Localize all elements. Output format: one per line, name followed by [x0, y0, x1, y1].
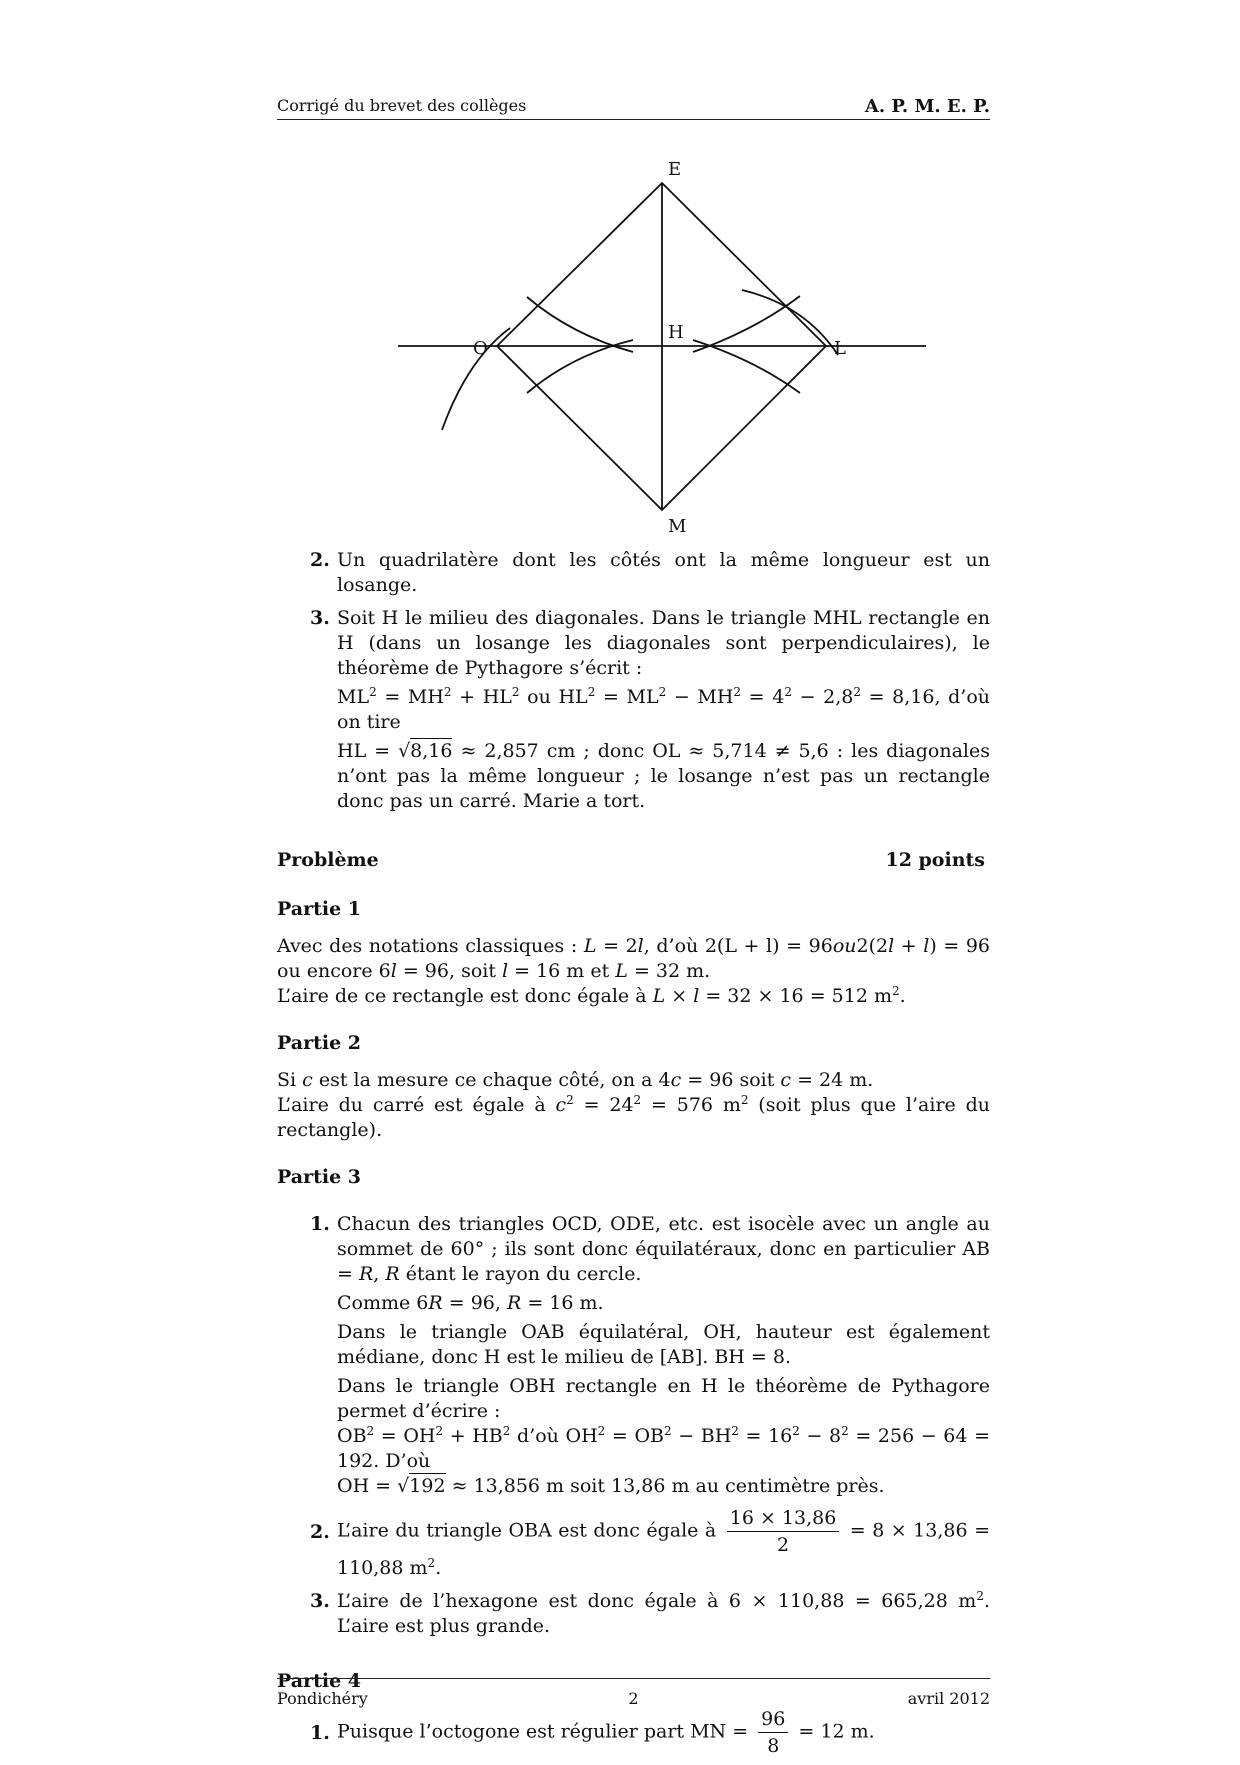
partie4-item-1	[277, 1708, 990, 1757]
fraction: $\frac{96}{8}$	[758, 1708, 788, 1757]
item-text: L’aire de l’hexagone est donc égale à 6 × 110,88 = 665,28 $m^2$. L’aire est plus grande.	[337, 1589, 990, 1637]
partie3-item-3	[277, 1589, 990, 1639]
item-number: 3.	[310, 607, 330, 629]
fraction: $\frac{16 \times 13,86}{2}$	[727, 1507, 840, 1556]
item-text: L’aire du triangle OBA est donc égale à $\frac{16 \times 13,86}{2}$ = 8 × 13,86 = 110,88 $m^2$.	[337, 1507, 990, 1579]
item-text: Chacun des triangles OCD, ODE, etc. est isocèle avec un angle au sommet de 60° ; ils sont donc équilatéraux, donc en particulier AB = R, R étant le rayon du cercle.	[337, 1213, 990, 1285]
label-o: O	[473, 338, 488, 359]
main-content	[277, 548, 990, 1765]
item-text: Dans le triangle OBH rectangle en H le théorème de Pythagore permet d’écrire : $OB^2 = OH^2 + HB^2$ d’où $OH^2 = OB^2 - BH^2 = 16^2 - 8^2 = 256 - 64 = 192$. D’où OH = √192 ≈ 13,856 m soit 13,86 m au centimètre près.	[337, 1375, 990, 1497]
page-number: 2	[628, 1689, 639, 1708]
header-left: Corrigé du brevet des collèges	[277, 96, 527, 115]
label-l: L	[834, 338, 846, 359]
item-number: 2.	[310, 549, 330, 571]
item-number: 1.	[310, 1213, 330, 1235]
answer-item-3	[277, 606, 990, 814]
item-text: Comme 6R = 96, R = 16 m.	[337, 1292, 604, 1314]
arc-lower-right	[693, 340, 800, 393]
partie2-text: Si c est la mesure ce chaque côté, on a 4c = 96 soit c = 24 m. L’aire du carré est égale à $c^2 = 24^2 = 576$ $m^2$ (soit plus que l’aire du rectangle).	[277, 1069, 990, 1141]
item-number: 1.	[310, 1722, 330, 1744]
partie1-text: Avec des notations classiques : L = 2l, d’où 2(L + l) = 96ou2(2l + l) = 96 ou encore 6l = 96, soit l = 16 m et L = 32 m. L’aire de ce rectangle est donc égale à L × l = 32 × 16 = 512 $m^2$.	[277, 935, 991, 1007]
item-number: 3.	[310, 1590, 330, 1612]
item-text: Soit H le milieu des diagonales. Dans le triangle MHL rectangle en H (dans un losange les diagonales sont perpendiculaires), le théorème de Pythagore s’écrit :	[337, 607, 990, 679]
partie4-title: Partie 4	[277, 1670, 362, 1692]
item-text: Puisque l’octogone est régulier part MN = $\frac{96}{8}$ = 12 m.	[337, 1708, 875, 1757]
problem-heading	[277, 848, 990, 873]
partie1-title: Partie 1	[277, 898, 362, 920]
label-e: E	[668, 159, 682, 180]
problem-points: 12 points	[885, 849, 985, 871]
header-right: A. P. M. E. P.	[864, 96, 990, 117]
item-text: Un quadrilatère dont les côtés ont la même longueur est un losange.	[337, 549, 990, 596]
problem-title: Problème	[277, 849, 379, 871]
partie3-item-2	[277, 1507, 990, 1581]
rhombus-construction-figure	[0, 0, 1240, 545]
item-number: 2.	[310, 1521, 330, 1543]
partie3-item-1	[277, 1212, 990, 1499]
pythagore-equation: $ML^2 = MH^2 + HL^2$ ou $HL^2 = ML^2 - MH^2 = 4^2 - 2,8^2 = 8,16$, d’où on tire	[337, 685, 991, 733]
answer-item-2	[277, 548, 990, 598]
footer-right: avril 2012	[907, 1689, 990, 1708]
partie2-title: Partie 2	[277, 1032, 362, 1054]
item-text: Dans le triangle OAB équilatéral, OH, hauteur est également médiane, donc H est le milieu de [AB]. BH = 8.	[337, 1321, 990, 1368]
partie3-title: Partie 3	[277, 1166, 362, 1188]
label-h: H	[668, 322, 684, 343]
label-m: M	[668, 516, 687, 537]
footer-rule	[277, 1678, 990, 1679]
hl-result: HL = √8,16 ≈ 2,857 cm ; donc OL ≈ 5,714 ≠ 5,6 : les diagonales n’ont pas la même longueur ; le losange n’est pas un rectangle donc pas un carré. Marie a tort.	[337, 740, 990, 812]
footer-left: Pondichéry	[277, 1689, 368, 1708]
